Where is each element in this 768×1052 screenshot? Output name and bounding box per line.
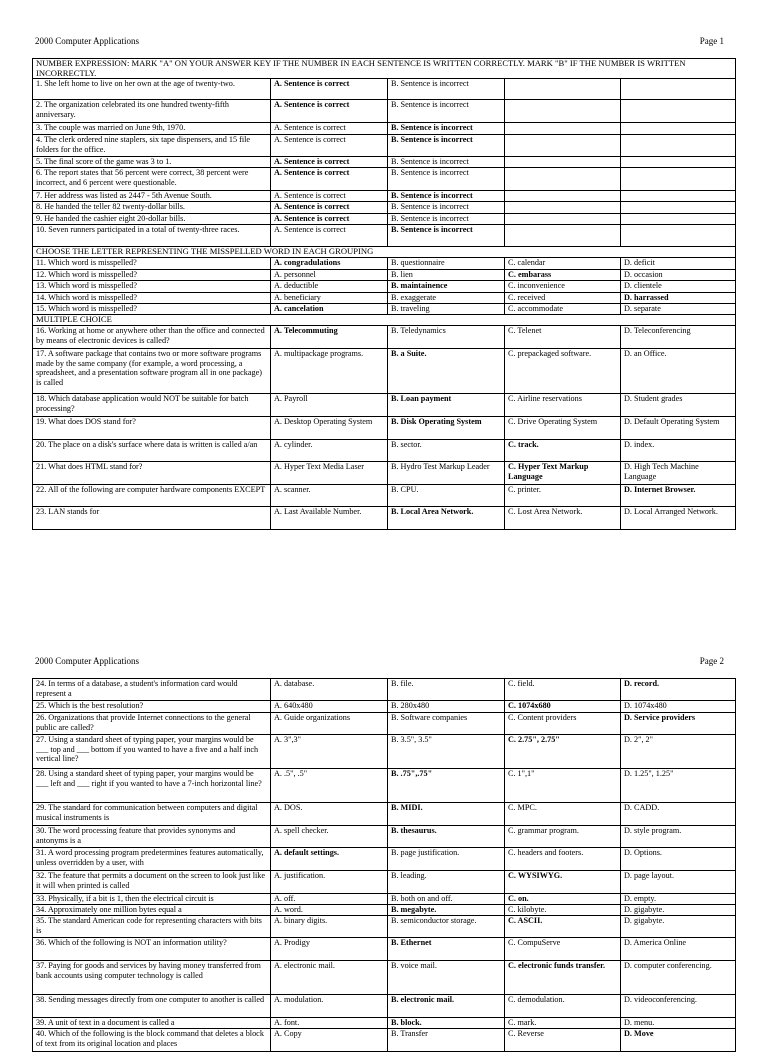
option-a: A. multipackage programs. xyxy=(271,349,388,394)
option-d: D. CADD. xyxy=(621,803,736,826)
option-b: B. Software companies xyxy=(388,713,505,735)
question-text: 36. Which of the following is NOT an information utility? xyxy=(33,938,271,961)
option-b: B. semiconductor storage. xyxy=(388,916,505,938)
question-text: 40. Which of the following is the block command that deletes a block of text from its original location and places xyxy=(33,1029,271,1052)
option-c: C. 1074x680 xyxy=(505,701,621,713)
option-b: B. thesaurus. xyxy=(388,826,505,848)
option-a: A. Last Available Number. xyxy=(271,507,388,530)
question-row xyxy=(33,225,736,247)
question-table xyxy=(32,678,736,1052)
option-c: C. inconvenience xyxy=(505,281,621,293)
option-d: D. 1.25", 1.25" xyxy=(621,769,736,803)
question-text: 18. Which database application would NOT be suitable for batch processing? xyxy=(33,394,271,417)
option-b: B. exaggerate xyxy=(388,293,505,304)
question-row xyxy=(33,485,736,507)
question-row xyxy=(33,938,736,961)
option-b: B. questionnaire xyxy=(388,258,505,270)
option-a: A. default settings. xyxy=(271,848,388,871)
question-row xyxy=(33,304,736,315)
question-text: 14. Which word is misspelled? xyxy=(33,293,271,304)
question-text: 19. What does DOS stand for? xyxy=(33,417,271,440)
option-d xyxy=(621,123,736,135)
question-text: 11. Which word is misspelled? xyxy=(33,258,271,270)
question-text: 12. Which word is misspelled? xyxy=(33,270,271,281)
option-b: B. 3.5", 3.5" xyxy=(388,735,505,769)
option-b: B. both on and off. xyxy=(388,894,505,905)
option-d xyxy=(621,191,736,202)
option-d: D. deficit xyxy=(621,258,736,270)
question-text: 24. In terms of a database, a student's information card would represent a xyxy=(33,679,271,701)
option-c: C. electronic funds transfer. xyxy=(505,961,621,995)
option-c: C. Drive Operating System xyxy=(505,417,621,440)
question-text: 38. Sending messages directly from one computer to another is called xyxy=(33,995,271,1018)
option-a: A. Sentence is correct xyxy=(271,123,388,135)
option-c: C. printer. xyxy=(505,485,621,507)
question-text: 33. Physically, if a bit is 1, then the electrical circuit is xyxy=(33,894,271,905)
question-text: 28. Using a standard sheet of typing paper, your margins would be ___ left and ___ right if you wanted to have a 7-inch horizontal line? xyxy=(33,769,271,803)
option-b: B. traveling xyxy=(388,304,505,315)
option-a: A. deductible xyxy=(271,281,388,293)
option-a: A. Telecommuting xyxy=(271,326,388,349)
page-header xyxy=(35,36,724,46)
section-header-row xyxy=(33,247,736,258)
page-number: Page 2 xyxy=(699,656,724,666)
option-b: B. MIDI. xyxy=(388,803,505,826)
option-b: B. leading. xyxy=(388,871,505,894)
option-c: C. field. xyxy=(505,679,621,701)
question-text: 22. All of the following are computer hardware components EXCEPT xyxy=(33,485,271,507)
question-row xyxy=(33,258,736,270)
question-row xyxy=(33,894,736,905)
option-d: D. menu. xyxy=(621,1018,736,1029)
option-a: A. font. xyxy=(271,1018,388,1029)
option-c: C. MPC. xyxy=(505,803,621,826)
option-b: B. a Suite. xyxy=(388,349,505,394)
option-b: B. lien xyxy=(388,270,505,281)
option-c: C. embarass xyxy=(505,270,621,281)
option-a: A. Sentence is correct xyxy=(271,100,388,123)
option-c: C. calendar xyxy=(505,258,621,270)
question-row xyxy=(33,417,736,440)
question-text: 29. The standard for communication between computers and digital musical instruments is xyxy=(33,803,271,826)
option-c: C. ASCII. xyxy=(505,916,621,938)
option-c: C. WYSIWYG. xyxy=(505,871,621,894)
option-c: C. Lost Area Network. xyxy=(505,507,621,530)
question-text: 17. A software package that contains two or more software programs made by the same company (for example, a word processing, a spreadsheet, and a presentation software program all in one package) is called xyxy=(33,349,271,394)
question-text: 30. The word processing feature that provides synonyms and antonyms is a xyxy=(33,826,271,848)
option-d: D. Student grades xyxy=(621,394,736,417)
option-a: A. Sentence is correct xyxy=(271,168,388,191)
question-row xyxy=(33,123,736,135)
option-d: D. occasion xyxy=(621,270,736,281)
question-row xyxy=(33,349,736,394)
option-d: D. index. xyxy=(621,440,736,462)
option-c: C. Content providers xyxy=(505,713,621,735)
question-text: 32. The feature that permits a document on the screen to look just like it will when printed is called xyxy=(33,871,271,894)
document-title: 2000 Computer Applications xyxy=(35,36,139,46)
option-d: D. an Office. xyxy=(621,349,736,394)
option-a: A. beneficiary xyxy=(271,293,388,304)
option-a: A. cancelation xyxy=(271,304,388,315)
question-row xyxy=(33,735,736,769)
question-row xyxy=(33,826,736,848)
question-row xyxy=(33,848,736,871)
question-table xyxy=(32,58,736,530)
option-b: B. electronic mail. xyxy=(388,995,505,1018)
question-text: 39. A unit of text in a document is called a xyxy=(33,1018,271,1029)
question-row xyxy=(33,157,736,168)
option-c: C. headers and footers. xyxy=(505,848,621,871)
option-d: D. America Online xyxy=(621,938,736,961)
option-b: B. page justification. xyxy=(388,848,505,871)
question-row xyxy=(33,191,736,202)
question-text: 2. The organization celebrated its one hundred twenty-fifth anniversary. xyxy=(33,100,271,123)
question-row xyxy=(33,135,736,157)
document-title: 2000 Computer Applications xyxy=(35,656,139,666)
option-a: A. binary digits. xyxy=(271,916,388,938)
section-header-row xyxy=(33,315,736,326)
option-b: B. maintainence xyxy=(388,281,505,293)
option-a: A. scanner. xyxy=(271,485,388,507)
option-b: B. megabyte. xyxy=(388,905,505,916)
page-header xyxy=(35,656,724,666)
option-d: D. Move xyxy=(621,1029,736,1052)
option-a: A. 3",3" xyxy=(271,735,388,769)
question-row xyxy=(33,871,736,894)
option-c: C. Hyper Text Markup Language xyxy=(505,462,621,485)
option-c: C. CompuServe xyxy=(505,938,621,961)
option-d xyxy=(621,168,736,191)
option-b: B. CPU. xyxy=(388,485,505,507)
option-d: D. gigabyte. xyxy=(621,905,736,916)
question-row xyxy=(33,326,736,349)
option-d: D. computer conferencing. xyxy=(621,961,736,995)
option-a: A. word. xyxy=(271,905,388,916)
option-b: B. Transfer xyxy=(388,1029,505,1052)
option-a: A. .5", .5" xyxy=(271,769,388,803)
option-c xyxy=(505,202,621,214)
option-d xyxy=(621,79,736,100)
question-row xyxy=(33,803,736,826)
question-row xyxy=(33,961,736,995)
option-d: D. separate xyxy=(621,304,736,315)
question-text: 10. Seven runners participated in a total of twenty-three races. xyxy=(33,225,271,247)
option-b: B. Local Area Network. xyxy=(388,507,505,530)
option-c xyxy=(505,168,621,191)
option-b: B. Teledynamics xyxy=(388,326,505,349)
question-text: 15. Which word is misspelled? xyxy=(33,304,271,315)
option-d xyxy=(621,135,736,157)
option-c: C. kilobyte. xyxy=(505,905,621,916)
option-b: B. .75",.75" xyxy=(388,769,505,803)
option-d: D. gigabyte. xyxy=(621,916,736,938)
option-a: A. Sentence is correct xyxy=(271,202,388,214)
option-d: D. harrassed xyxy=(621,293,736,304)
option-c: C. mark. xyxy=(505,1018,621,1029)
question-text: 34. Approximately one million bytes equal a xyxy=(33,905,271,916)
option-c xyxy=(505,123,621,135)
question-text: 25. Which is the best resolution? xyxy=(33,701,271,713)
option-b: B. Sentence is incorrect xyxy=(388,191,505,202)
option-c: C. Airline reservations xyxy=(505,394,621,417)
option-c: C. Telenet xyxy=(505,326,621,349)
question-text: 27. Using a standard sheet of typing paper, your margins would be ___ top and ___ bottom if you wanted to have a five and a half inch vertical line? xyxy=(33,735,271,769)
option-d: D. Options. xyxy=(621,848,736,871)
question-text: 8. He handed the teller 82 twenty-dollar bills. xyxy=(33,202,271,214)
option-d: D. 1074x480 xyxy=(621,701,736,713)
question-text: 35. The standard American code for representing characters with bits is xyxy=(33,916,271,938)
question-text: 6. The report states that 56 percent were correct, 38 percent were incorrect, and 6 percent were questionable. xyxy=(33,168,271,191)
option-b: B. Sentence is incorrect xyxy=(388,157,505,168)
option-d xyxy=(621,214,736,225)
option-c: C. 1",1" xyxy=(505,769,621,803)
option-b: B. voice mail. xyxy=(388,961,505,995)
option-b: B. Sentence is incorrect xyxy=(388,168,505,191)
question-row xyxy=(33,79,736,100)
option-a: A. database. xyxy=(271,679,388,701)
option-c xyxy=(505,157,621,168)
option-c xyxy=(505,135,621,157)
question-row xyxy=(33,916,736,938)
option-a: A. Sentence is correct xyxy=(271,79,388,100)
option-c xyxy=(505,225,621,247)
option-c: C. track. xyxy=(505,440,621,462)
option-a: A. Hyper Text Media Laser xyxy=(271,462,388,485)
option-a: A. Sentence is correct xyxy=(271,225,388,247)
question-row xyxy=(33,394,736,417)
option-c: C. received xyxy=(505,293,621,304)
question-text: 23. LAN stands for xyxy=(33,507,271,530)
option-a: A. Prodigy xyxy=(271,938,388,961)
question-row xyxy=(33,214,736,225)
option-c xyxy=(505,214,621,225)
option-b: B. file. xyxy=(388,679,505,701)
question-text: 9. He handed the cashier eight 20-dollar bills. xyxy=(33,214,271,225)
question-row xyxy=(33,270,736,281)
question-row xyxy=(33,281,736,293)
option-a: A. personnel xyxy=(271,270,388,281)
option-d xyxy=(621,225,736,247)
question-row xyxy=(33,713,736,735)
question-text: 1. She left home to live on her own at the age of twenty-two. xyxy=(33,79,271,100)
option-a: A. electronic mail. xyxy=(271,961,388,995)
option-d: D. page layout. xyxy=(621,871,736,894)
option-c xyxy=(505,100,621,123)
option-b: B. Sentence is incorrect xyxy=(388,100,505,123)
option-b: B. Sentence is incorrect xyxy=(388,123,505,135)
option-c: C. accommodate xyxy=(505,304,621,315)
option-a: A. DOS. xyxy=(271,803,388,826)
option-b: B. Disk Operating System xyxy=(388,417,505,440)
option-d xyxy=(621,100,736,123)
option-d: D. style program. xyxy=(621,826,736,848)
question-row xyxy=(33,995,736,1018)
option-d: D. 2", 2" xyxy=(621,735,736,769)
option-d: D. empty. xyxy=(621,894,736,905)
option-b: B. block. xyxy=(388,1018,505,1029)
option-b: B. Sentence is incorrect xyxy=(388,214,505,225)
option-a: A. Sentence is correct xyxy=(271,135,388,157)
option-a: A. Desktop Operating System xyxy=(271,417,388,440)
question-text: 7. Her address was listed as 2447 - 5th Avenue South. xyxy=(33,191,271,202)
option-c: C. Reverse xyxy=(505,1029,621,1052)
option-a: A. Payroll xyxy=(271,394,388,417)
option-b: B. Hydro Test Markup Leader xyxy=(388,462,505,485)
question-row xyxy=(33,1018,736,1029)
question-text: 5. The final score of the game was 3 to 1. xyxy=(33,157,271,168)
option-d: D. Internet Browser. xyxy=(621,485,736,507)
option-c: C. grammar program. xyxy=(505,826,621,848)
option-d xyxy=(621,157,736,168)
question-row xyxy=(33,100,736,123)
option-a: A. Copy xyxy=(271,1029,388,1052)
section-instructions: NUMBER EXPRESSION: MARK "A" ON YOUR ANSWER KEY IF THE NUMBER IN EACH SENTENCE IS WRITTEN CORRECTLY. MARK "B" IF THE NUMBER IS WRITTEN INCORRECTLY. xyxy=(33,59,736,79)
question-text: 16. Working at home or anywhere other than the office and connected by means of electronic devices is called? xyxy=(33,326,271,349)
question-text: 13. Which word is misspelled? xyxy=(33,281,271,293)
question-row xyxy=(33,1029,736,1052)
option-c xyxy=(505,191,621,202)
option-c: C. prepackaged software. xyxy=(505,349,621,394)
option-b: B. Sentence is incorrect xyxy=(388,202,505,214)
option-c xyxy=(505,79,621,100)
question-row xyxy=(33,679,736,701)
option-a: A. justification. xyxy=(271,871,388,894)
page-number: Page 1 xyxy=(699,36,724,46)
question-row xyxy=(33,905,736,916)
option-a: A. Sentence is correct xyxy=(271,191,388,202)
option-a: A. spell checker. xyxy=(271,826,388,848)
question-text: 26. Organizations that provide Internet connections to the general public are called? xyxy=(33,713,271,735)
option-d: D. videoconferencing. xyxy=(621,995,736,1018)
option-d xyxy=(621,202,736,214)
option-a: A. modulation. xyxy=(271,995,388,1018)
option-a: A. Sentence is correct xyxy=(271,214,388,225)
section-header-row xyxy=(33,59,736,79)
option-a: A. Sentence is correct xyxy=(271,157,388,168)
option-d: D. clientele xyxy=(621,281,736,293)
option-a: A. off. xyxy=(271,894,388,905)
option-b: B. 280x480 xyxy=(388,701,505,713)
option-a: A. congradulations xyxy=(271,258,388,270)
question-row xyxy=(33,440,736,462)
question-row xyxy=(33,168,736,191)
option-b: B. Sentence is incorrect xyxy=(388,79,505,100)
option-b: B. Sentence is incorrect xyxy=(388,135,505,157)
question-row xyxy=(33,202,736,214)
question-row xyxy=(33,701,736,713)
question-text: 4. The clerk ordered nine staplers, six tape dispensers, and 15 file folders for the office. xyxy=(33,135,271,157)
question-row xyxy=(33,462,736,485)
question-text: 3. The couple was married on June 9th, 1970. xyxy=(33,123,271,135)
option-d: D. Teleconferencing xyxy=(621,326,736,349)
question-text: 20. The place on a disk's surface where data is written is called a/an xyxy=(33,440,271,462)
question-text: 21. What does HTML stand for? xyxy=(33,462,271,485)
option-c: C. 2.75", 2.75" xyxy=(505,735,621,769)
option-a: A. 640x480 xyxy=(271,701,388,713)
question-row xyxy=(33,293,736,304)
section-instructions: CHOOSE THE LETTER REPRESENTING THE MISSPELLED WORD IN EACH GROUPING xyxy=(33,247,736,258)
section-instructions: MULTIPLE CHOICE xyxy=(33,315,736,326)
question-text: 37. Paying for goods and services by having money transferred from bank accounts using computer technology is called xyxy=(33,961,271,995)
option-b: B. Ethernet xyxy=(388,938,505,961)
question-row xyxy=(33,769,736,803)
option-c: C. demodulation. xyxy=(505,995,621,1018)
option-d: D. Default Operating System xyxy=(621,417,736,440)
option-b: B. Sentence is incorrect xyxy=(388,225,505,247)
question-row xyxy=(33,507,736,530)
option-d: D. Service providers xyxy=(621,713,736,735)
option-b: B. Loan payment xyxy=(388,394,505,417)
option-d: D. Local Arranged Network. xyxy=(621,507,736,530)
option-d: D. record. xyxy=(621,679,736,701)
option-d: D. High Tech Machine Language xyxy=(621,462,736,485)
question-text: 31. A word processing program predetermines features automatically, unless overridden by a user, with xyxy=(33,848,271,871)
option-c: C. on. xyxy=(505,894,621,905)
option-a: A. cylinder. xyxy=(271,440,388,462)
option-b: B. sector. xyxy=(388,440,505,462)
option-a: A. Guide organizations xyxy=(271,713,388,735)
